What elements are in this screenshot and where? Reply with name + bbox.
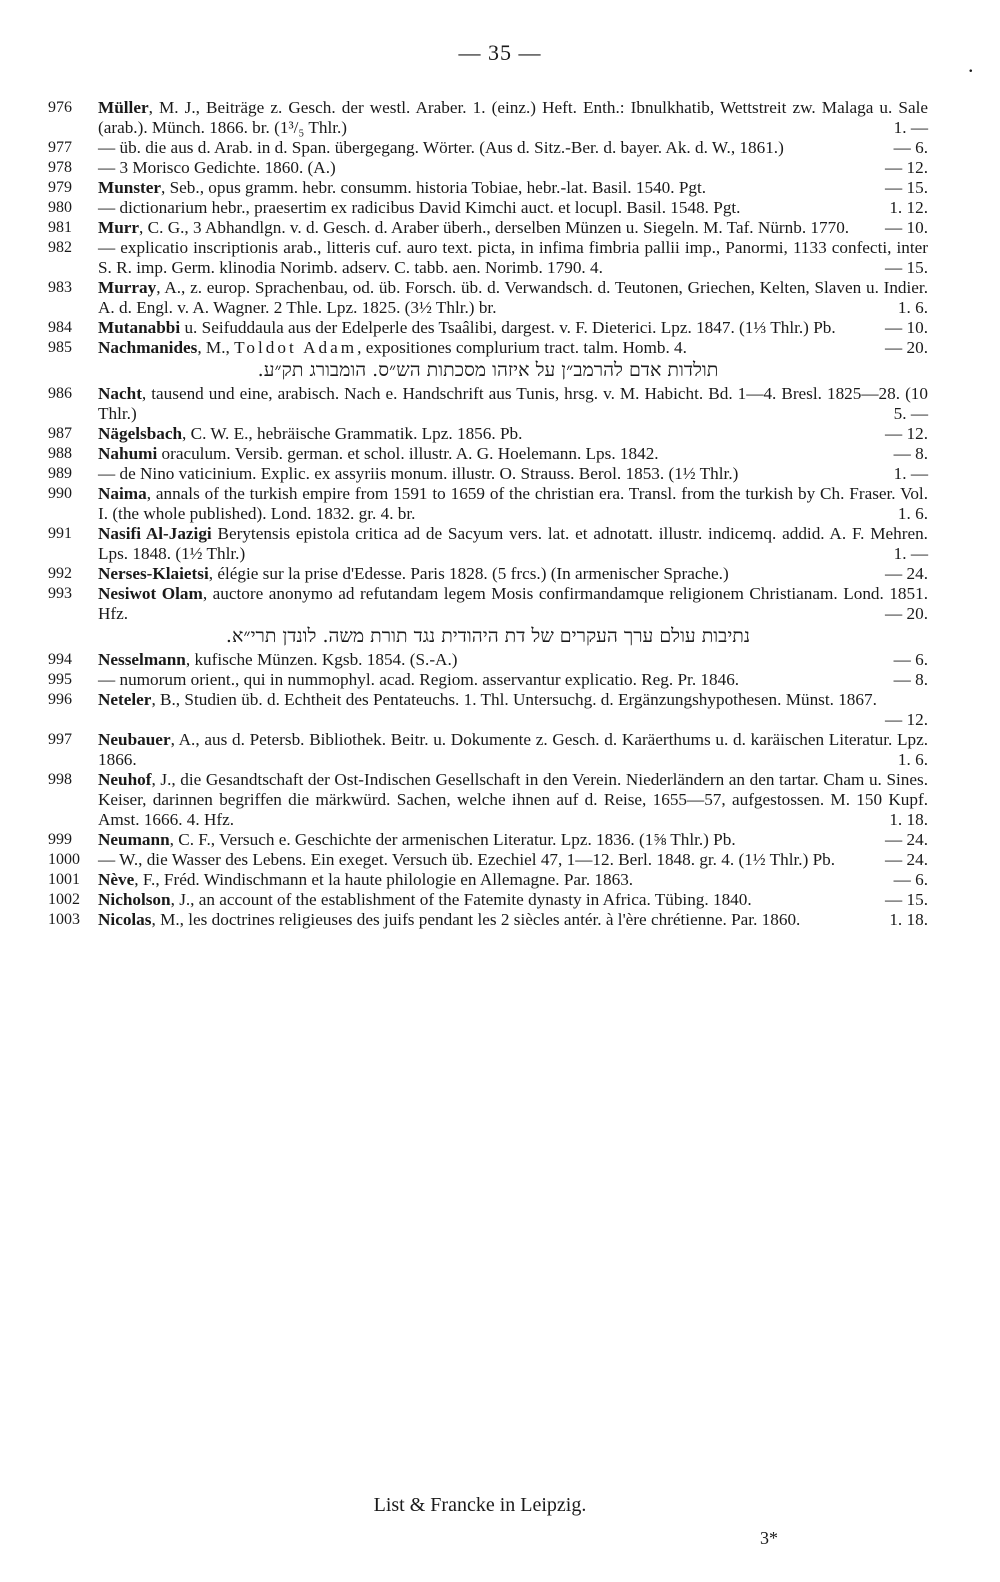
entry-price: — 6. (893, 138, 928, 157)
entry-text: , F., Fréd. Windischmann et la haute philologie en Allemagne. Par. 1863. (134, 870, 634, 889)
entry-price: — 12. (885, 710, 928, 729)
entry-price: 1. 6. (897, 298, 928, 317)
entry-text: , A., aus d. Petersb. Bibliothek. Beitr. u. Dokumente z. Gesch. d. Karäerthums u. d. karäischen Literatur. Lpz. 1866. (98, 730, 928, 769)
entry-number: 997 (48, 731, 72, 748)
entry-price: 5. — (893, 404, 928, 423)
stray-mark: . (968, 52, 974, 77)
entry-price: 1. 18. (889, 810, 928, 829)
hebrew-title-line: נתיבות עולם ערך העקרים של דת היהודית נגד תורת משה. לונדן תרי״א. (225, 625, 751, 647)
entry-price: 1. 6. (897, 504, 928, 523)
entry-text: , tausend und eine, arabisch. Nach e. Handschrift aus Tunis, hrsg. v. M. Habicht. Bd. 1—4. Bresl. 1825—28. (10 Thlr.) (98, 384, 928, 423)
entry-description (98, 690, 928, 730)
entry-price: — 10. (885, 218, 928, 237)
entry-number: 991 (48, 525, 72, 542)
catalog-entry (48, 850, 928, 870)
entry-author: Neumann (98, 830, 170, 849)
entry-text: , kufische Münzen. Kgsb. 1854. (S.-A.) (185, 650, 458, 669)
catalog-entry (48, 338, 928, 358)
entry-number: 995 (48, 671, 72, 688)
entry-number: 994 (48, 651, 72, 668)
entry-text: — 3 Morisco Gedichte. 1860. (A.) (98, 158, 336, 177)
catalog-entry (48, 198, 928, 218)
entry-price: — 20. (885, 604, 928, 623)
entry-description (98, 98, 928, 138)
entry-price: 1. 6. (897, 750, 928, 769)
entry-description (98, 890, 928, 910)
entry-author: Müller (98, 98, 149, 117)
entry-price: — 8. (893, 444, 928, 463)
entry-description (98, 770, 928, 830)
entry-description (98, 584, 928, 624)
catalog-entry (48, 910, 928, 930)
entry-price: 1. 18. (889, 910, 928, 929)
entry-description (98, 524, 928, 564)
entry-price: — 15. (885, 178, 928, 197)
catalog-entry (48, 218, 928, 238)
catalog-entry (48, 98, 928, 138)
entry-text: Berytensis epistola critica ad de Sacyum vers. lat. et adnotatt. illustr. indicemq. addid. A. F. Mehren. Lps. 1848. (1½ Thlr.) (98, 524, 928, 563)
entry-description (98, 278, 928, 318)
entry-author: Nève (98, 870, 135, 889)
entry-description (98, 158, 928, 178)
entry-text: — numorum orient., qui in nummophyl. acad. Regiom. asservantur explicatio. Reg. Pr. 1846. (98, 670, 740, 689)
entry-author: Neubauer (98, 730, 171, 749)
entry-number: 982 (48, 239, 72, 256)
entry-number: 1002 (48, 891, 80, 908)
entry-number: 978 (48, 159, 72, 176)
entry-description (98, 198, 928, 218)
entry-description (98, 178, 928, 198)
entry-description (98, 138, 928, 158)
entry-text: — de Nino vaticinium. Explic. ex assyriis monum. illustr. O. Strauss. Berol. 1853. (1½ Thlr.) (98, 464, 739, 483)
entry-author: Naima (98, 484, 147, 503)
entry-author: Neteler (98, 690, 152, 709)
entry-number: 993 (48, 585, 72, 602)
entry-number: 1003 (48, 911, 80, 928)
entry-author: Nicholson (98, 890, 171, 909)
entry-number: 996 (48, 691, 72, 708)
entry-description (98, 670, 928, 690)
catalog-entry (48, 444, 928, 464)
entry-author: Nägelsbach (98, 424, 183, 443)
entry-description (98, 910, 928, 930)
entry-number: 987 (48, 425, 72, 442)
entry-number: 983 (48, 279, 72, 296)
entry-author: Nahumi (98, 444, 158, 463)
entry-number: 990 (48, 485, 72, 502)
entry-text: , B., Studien üb. d. Echtheit des Pentateuchs. 1. Thl. Untersuchg. d. Ergänzungshypothesen. Münst. 1867. (151, 690, 877, 709)
catalog-entry (48, 650, 928, 670)
entry-author: Nacht (98, 384, 142, 403)
entry-text: , C. F., Versuch e. Geschichte der armenischen Literatur. Lpz. 1836. (1⅝ Thlr.) Pb. (169, 830, 736, 849)
catalog-entry (48, 424, 928, 444)
entry-text: , élégie sur la prise d'Edesse. Paris 1828. (5 frcs.) (In armenischer Sprache.) (208, 564, 729, 583)
catalog-entry (48, 830, 928, 850)
entry-description (98, 218, 928, 238)
catalog-entry (48, 584, 928, 624)
entry-description (98, 484, 928, 524)
entry-author: Murr (98, 218, 140, 237)
entry-description (98, 384, 928, 424)
entry-text: , J., an account of the establishment of the Fatemite dynasty in Africa. Tübing. 1840. (170, 890, 752, 909)
entry-price: — 24. (885, 564, 928, 583)
entry-description (98, 830, 928, 850)
entry-number: 992 (48, 565, 72, 582)
entry-price: — 24. (885, 830, 928, 849)
catalog-entry (48, 890, 928, 910)
entry-text: , Seb., opus gramm. hebr. consumm. historia Tobiae, hebr.-lat. Basil. 1540. Pgt. (161, 178, 707, 197)
entry-text-continued: , expositiones complurium tract. talm. Homb. 4. (357, 338, 687, 357)
entry-text: , auctore anonymo ad refutandam legem Mosis confirmandamque religionem Christianam. Lond. 1851. Hfz. (98, 584, 928, 623)
catalog-entry (48, 770, 928, 830)
entry-number: 1001 (48, 871, 80, 888)
hebrew-title-line: תולדות אדם להרמב״ן על איזהו מסכתות הש״ס. הומבורג תק״ע. (257, 359, 719, 381)
entry-number: 980 (48, 199, 72, 216)
entry-number: 979 (48, 179, 72, 196)
catalog-entry (48, 870, 928, 890)
entry-description (98, 338, 928, 358)
catalog-entry (48, 690, 928, 730)
entry-price: — 8. (893, 670, 928, 689)
page-number: — 35 — (458, 40, 542, 65)
entry-price: 1. — (893, 464, 928, 483)
entry-author: Munster (98, 178, 162, 197)
publisher-imprint: List & Francke in Leipzig. (373, 1494, 587, 1516)
catalog-entry (48, 484, 928, 524)
entry-text: — explicatio inscriptionis arab., litteris cuf. auro text. picta, in infima fimbria pallii imp., Panormi, 1133 confecti, inter S. R. imp. Germ. klinodia Norimb. adserv. C. tabb. aen. Norimb. 1790. 4. (98, 238, 928, 277)
entry-text: — üb. die aus d. Arab. in d. Span. übergegang. Wörter. (Aus d. Sitz.-Ber. d. bayer. Ak. d. W., 1861.) (98, 138, 784, 157)
entry-price: — 20. (885, 338, 928, 357)
entry-text: oraculum. Versib. german. et schol. illustr. A. G. Hoelemann. Lps. 1842. (157, 444, 659, 463)
entry-price: — 15. (885, 890, 928, 909)
entry-price: 1. — (893, 118, 928, 137)
entry-number: 976 (48, 99, 72, 116)
entry-price: — 6. (893, 650, 928, 669)
entry-spaced-title: Toldot Adam (234, 338, 358, 357)
entry-text: , M., les doctrines religieuses des juifs pendant les 2 siècles antér. à l'ère chrétienne. Par. 1860. (151, 910, 801, 929)
entry-description (98, 424, 928, 444)
entry-text: , M. J., Beiträge z. Gesch. der westl. Araber. 1. (einz.) Heft. Enth.: Ibnulkhatib, Wettstreit zw. Malaga u. Sale (arab.). Münch. 1866. br. (1³/₅ Thlr.) (98, 98, 928, 137)
entry-author: Mutanabbi (98, 318, 181, 337)
entry-author: Nesiwot Olam (98, 584, 203, 603)
catalog-entry (48, 384, 928, 424)
entry-author: Nesselmann (98, 650, 186, 669)
catalog-entry (48, 564, 928, 584)
catalog-entry (48, 730, 928, 770)
entry-description (98, 870, 928, 890)
entry-author: Nasifi Al-Jazigi (98, 524, 212, 543)
entry-number: 998 (48, 771, 72, 788)
entry-description (98, 464, 928, 484)
catalog-entries (48, 98, 928, 930)
entry-number: 981 (48, 219, 72, 236)
catalog-entry (48, 524, 928, 564)
entry-number: 999 (48, 831, 72, 848)
catalog-entry (48, 670, 928, 690)
entry-price: — 15. (885, 258, 928, 277)
entry-price: 1. 12. (889, 198, 928, 217)
catalog-entry (48, 278, 928, 318)
catalog-entry (48, 238, 928, 278)
entry-text: u. Seifuddaula aus der Edelperle des Tsaâlibi, dargest. v. F. Dieterici. Lpz. 1847. (1⅓ Thlr.) Pb. (180, 318, 836, 337)
entry-text: , M., (197, 338, 235, 357)
entry-price: — 24. (885, 850, 928, 869)
entry-number: 1000 (48, 851, 80, 868)
entry-description (98, 564, 928, 584)
entry-author: Nicolas (98, 910, 152, 929)
entry-number: 989 (48, 465, 72, 482)
catalog-entry (48, 318, 928, 338)
entry-description (98, 730, 928, 770)
entry-text: , C. G., 3 Abhandlgn. v. d. Gesch. d. Araber überh., derselben Münzen u. Siegeln. M. Taf. Nürnb. 1770. (139, 218, 850, 237)
entry-text: , A., z. europ. Sprachenbau, od. üb. Forsch. üb. d. Verwandsch. d. Teutonen, Griechen, Kelten, Slaven u. Indier. A. d. Engl. v. A. Wagner. 2 Thle. Lpz. 1825. (3½ Thlr.) br. (98, 278, 928, 317)
entry-text: , annals of the turkish empire from 1591 to 1659 of the christian era. Transl. from the turkish by Ch. Fraser. Vol. I. (the whole published). Lond. 1832. gr. 4. br. (98, 484, 928, 523)
entry-author: Nerses-Klaietsi (98, 564, 209, 583)
entry-price: — 12. (885, 424, 928, 443)
catalog-entry (48, 464, 928, 484)
entry-number: 984 (48, 319, 72, 336)
entry-description (98, 850, 928, 870)
entry-number: 988 (48, 445, 72, 462)
entry-description (98, 444, 928, 464)
entry-price: — 12. (885, 158, 928, 177)
entry-price: 1. — (893, 544, 928, 563)
catalog-entry (48, 138, 928, 158)
entry-author: Murray (98, 278, 157, 297)
entry-text: — dictionarium hebr., praesertim ex radicibus David Kimchi auct. et locupl. Basil. 1548. Pgt. (98, 198, 741, 217)
signature-mark: 3* (760, 1528, 778, 1548)
entry-text: , J., die Gesandtschaft der Ost-Indischen Gesellschaft in den Verein. Niederländern an den tartar. Cham u. Sines. Keiser, darinnen begriffen die märkwürd. Sachen, welche ihnen auf d. Reise, 1655—57, aufgestossen. M. 150 Kupf. Amst. 1666. 4. Hfz. (98, 770, 928, 829)
entry-price: — 10. (885, 318, 928, 337)
catalog-entry (48, 178, 928, 198)
entry-description (98, 238, 928, 278)
entry-description (98, 650, 928, 670)
catalog-entry (48, 158, 928, 178)
entry-price: — 6. (893, 870, 928, 889)
entry-description (98, 318, 928, 338)
entry-text: — W., die Wasser des Lebens. Ein exeget. Versuch üb. Ezechiel 47, 1—12. Berl. 1848. gr. 4. (1½ Thlr.) Pb. (98, 850, 836, 869)
entry-number: 986 (48, 385, 72, 402)
entry-author: Neuhof (98, 770, 152, 789)
entry-number: 985 (48, 339, 72, 356)
entry-number: 977 (48, 139, 72, 156)
entry-text: , C. W. E., hebräische Grammatik. Lpz. 1856. Pb. (182, 424, 523, 443)
entry-author: Nachmanides (98, 338, 198, 357)
